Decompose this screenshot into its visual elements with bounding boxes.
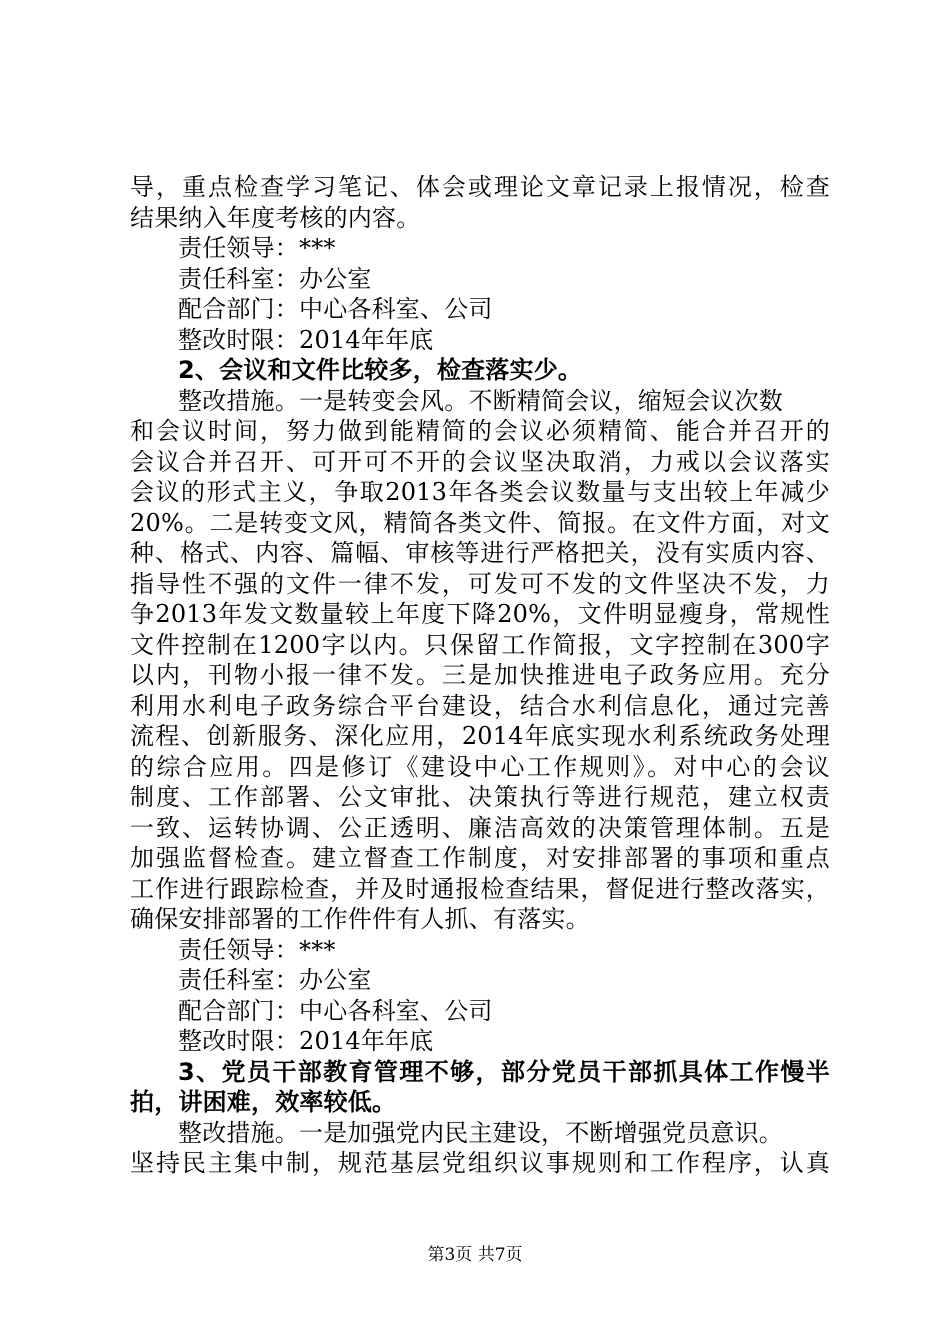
responsible-leader: 责任领导：*** (178, 234, 336, 262)
cooperating-departments: 配合部门：中心各科室、公司 (178, 996, 493, 1025)
responsible-office: 责任科室：办公室 (178, 966, 372, 994)
text-line: 指导性不强的文件一律不发，可发可不发的文件坚决不发，力 (130, 569, 830, 598)
section-heading: 2、会议和文件比较多，检查落实少。 (178, 356, 583, 384)
text-line: 坚持民主集中制，规范基层党组织议事规则和工作程序，认真 (130, 1149, 830, 1177)
text-line: 争2013年发文数量较上年度下降20%，文件明显瘦身，常规性 (130, 600, 830, 628)
responsible-leader: 责任领导：*** (178, 935, 336, 964)
section-heading: 拍，讲困难，效率较低。 (130, 1088, 397, 1116)
text-line: 的综合应用。四是修订《建设中心工作规则》。对中心的会议 (130, 752, 830, 781)
text-line: 20%。二是转变文风，精简各类文件、简报。在文件方面，对文 (130, 508, 830, 537)
text-line: 结果纳入年度考核的内容。 (130, 203, 421, 232)
page-number: 第3页 共7页 (427, 1245, 523, 1265)
text-line: 整改措施。一是加强党内民主建设，不断增强党员意识。 (178, 1118, 783, 1147)
responsible-office: 责任科室：办公室 (178, 264, 372, 293)
text-line: 确保安排部署的工作件件有人抓、有落实。 (130, 905, 590, 933)
rectification-deadline: 整改时限：2014年年底 (178, 325, 434, 354)
text-line: 一致、运转协调、公正透明、廉洁高效的决策管理体制。五是 (130, 813, 830, 842)
text-line: 导，重点检查学习笔记、体会或理论文章记录上报情况，检查 (130, 173, 830, 201)
text-line: 加强监督检查。建立督查工作制度，对安排部署的事项和重点 (130, 844, 830, 872)
text-line: 会议合并召开、可开可不开的会议坚决取消，力戒以会议落实 (130, 447, 830, 476)
text-line: 和会议时间，努力做到能精简的会议必须精简、能合并召开的 (130, 417, 830, 445)
text-line: 流程、创新服务、深化应用，2014年底实现水利系统政务处理 (130, 722, 830, 750)
text-line: 以内，刊物小报一律不发。三是加快推进电子政务应用。充分 (130, 661, 830, 689)
text-line: 利用水利电子政务综合平台建设，结合水利信息化，通过完善 (130, 691, 830, 720)
text-line: 整改措施。一是转变会风。不断精简会议，缩短会议次数 (178, 386, 783, 415)
text-line: 工作进行跟踪检查，并及时通报检查结果，督促进行整改落实， (130, 874, 830, 903)
document-body (130, 172, 830, 1179)
cooperating-departments: 配合部门：中心各科室、公司 (178, 295, 493, 323)
text-line: 会议的形式主义，争取2013年各类会议数量与支出较上年减少 (130, 478, 830, 506)
rectification-deadline: 整改时限：2014年年底 (178, 1027, 434, 1055)
section-heading: 3、党员干部教育管理不够，部分党员干部抓具体工作慢半 (178, 1057, 830, 1086)
text-line: 制度、工作部署、公文审批、决策执行等进行规范，建立权责 (130, 783, 830, 811)
text-line: 文件控制在1200字以内。只保留工作简报，文字控制在300字 (130, 630, 830, 659)
text-line: 种、格式、内容、篇幅、审核等进行严格把关，没有实质内容、 (130, 539, 830, 567)
